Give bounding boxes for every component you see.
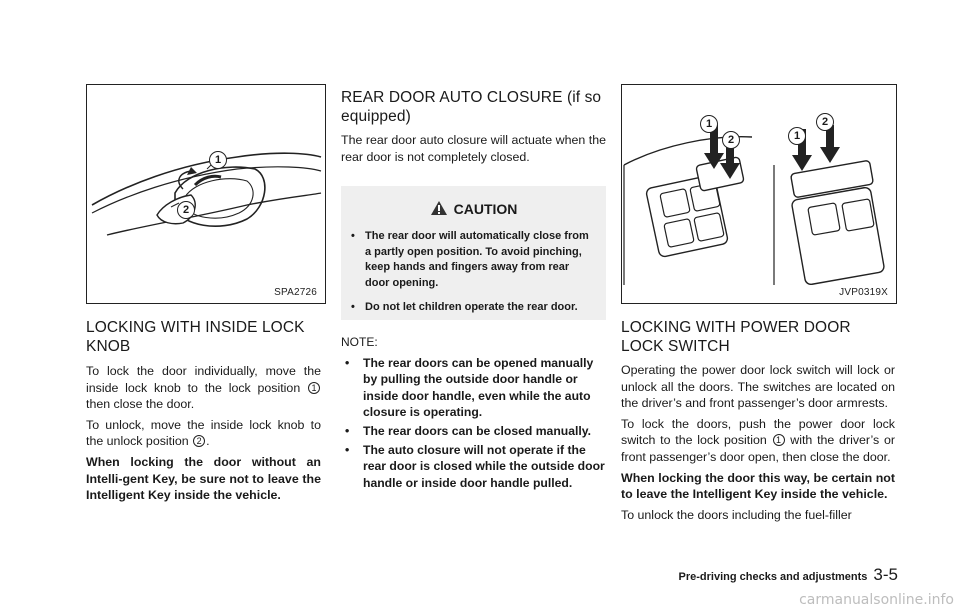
note-item: • The auto closure will not operate if the rear door is closed while the outside door handle or inside door handle pulled. [363, 442, 606, 492]
warning-paragraph: When locking the door without an Intelli-gent Key, be sure not to leave the Intelligent Key inside the vehicle. [86, 454, 321, 503]
page-footer [679, 565, 898, 585]
paragraph: To lock the door individually, move the inside lock knob to the lock position 1 then close the door. [86, 364, 321, 412]
note-label: NOTE: [341, 335, 378, 349]
paragraph: Operating the power door lock switch will lock or unlock all the doors. The switches are located on the driver’s and front passenger’s door armrests. [621, 363, 895, 411]
callout-2: 2 [816, 113, 834, 131]
section-title: Pre-driving checks and adjustments [678, 571, 868, 583]
section-heading: LOCKING WITH POWER DOOR LOCK SWITCH [621, 319, 851, 355]
note-item: • The rear doors can be closed manually. [363, 423, 606, 440]
paragraph: To unlock the doors including the fuel-filler [621, 507, 852, 522]
figure-code: JVP0319X [839, 287, 888, 298]
callout-2: 2 [177, 201, 195, 219]
position-marker: 2 [193, 435, 205, 447]
note-block [341, 334, 606, 493]
warning-paragraph: When locking the door this way, be certain not to leave the Intelligent Key inside the vehicle. [621, 470, 895, 502]
right-text-column [621, 318, 895, 523]
paragraph: To lock the doors, push the power door lock switch to the lock position 1 with the driver’s or front passenger’s door open, then close the door. [621, 416, 895, 464]
power-door-lock-figure [621, 84, 897, 304]
figure-code: SPA2726 [274, 287, 317, 298]
page-number: 3-5 [873, 565, 898, 584]
inside-lock-knob-illustration [87, 85, 324, 285]
warning-icon [430, 200, 448, 216]
power-door-lock-illustration [622, 85, 895, 285]
section-heading: REAR DOOR AUTO CLOSURE (if so equipped) [341, 89, 602, 125]
paragraph: The rear door auto closure will actuate when the rear door is not completely closed. [341, 133, 606, 164]
middle-text-column [341, 88, 606, 165]
position-marker: 1 [773, 434, 785, 446]
paragraph: To unlock, move the inside lock knob to the unlock position 2 . [86, 417, 321, 449]
section-heading: LOCKING WITH INSIDE LOCK KNOB [86, 319, 305, 355]
watermark: carmanualsonline.info [799, 592, 954, 608]
callout-1: 1 [788, 127, 806, 145]
note-list [341, 355, 606, 492]
caution-list [341, 229, 606, 316]
callout-2: 2 [722, 131, 740, 149]
callout-1: 1 [209, 151, 227, 169]
callout-1: 1 [700, 115, 718, 133]
left-text-column [86, 318, 321, 504]
caution-item: • Do not let children operate the rear door. [365, 300, 594, 316]
inside-lock-knob-figure [86, 84, 326, 304]
caution-box [341, 186, 606, 320]
note-item: • The rear doors can be opened manually by pulling the outside door handle or inside door handle, even while the auto closure is operating. [363, 355, 606, 421]
position-marker: 1 [308, 382, 320, 394]
caution-header: CAUTION [341, 200, 606, 217]
caution-item: • The rear door will automatically close from a partly open position. To avoid pinching, keep hands and fingers away from rear door opening. [365, 229, 594, 291]
